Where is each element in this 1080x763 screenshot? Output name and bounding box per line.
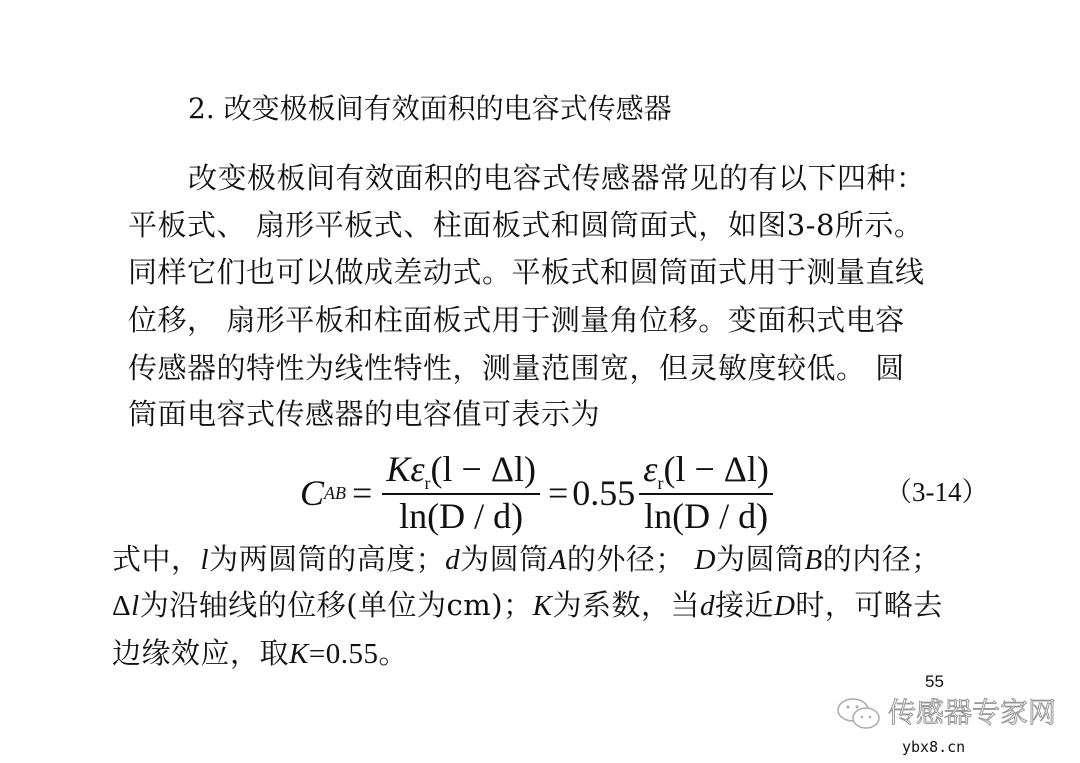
formula-lhs: C xyxy=(300,473,325,513)
section-title: 2. 改变极板间有效面积的电容式传感器 xyxy=(188,92,672,125)
paragraph-line: 平板式、 扇形平板式、柱面板式和圆筒面式，如图3-8所示。 xyxy=(128,208,924,242)
formula-lhs-sub: AB xyxy=(324,483,347,503)
equation-number: （3-14） xyxy=(885,477,989,507)
paragraph-line: 筒面电容式传感器的电容值可表示为 xyxy=(128,397,601,431)
paragraph-line: 位移， 扇形平板和柱面板式用于测量角位移。变面积式电容 xyxy=(128,303,905,337)
formula-den: ln(D / d) xyxy=(399,495,524,536)
formula-num: (l − Δl) xyxy=(430,449,536,490)
where-line-2: Δl为沿轴线的位移(单位为cm)；K为系数，当d接近D时，可略去 xyxy=(112,588,943,622)
formula-eps-sub: r xyxy=(424,473,431,494)
where-line-3: 边缘效应，取K=0.55。 xyxy=(112,636,408,670)
fraction-1 xyxy=(382,449,540,536)
formula-eps: ε xyxy=(410,449,425,490)
formula-eps-sub: r xyxy=(657,473,664,494)
watermark-text: 传感器专家网 xyxy=(888,696,1057,729)
formula-num: (l − Δl) xyxy=(663,449,769,490)
paragraph-line: 改变极板间有效面积的电容式传感器常见的有以下四种： xyxy=(188,161,926,195)
where-line-1: 式中，l为两圆筒的高度；d为圆筒A的外径； D为圆筒B的内径； xyxy=(112,542,941,576)
capacitance-formula xyxy=(300,450,777,536)
formula-coef: 0.55 xyxy=(572,473,636,513)
page-number: 55 xyxy=(925,672,944,691)
formula-den: ln(D / d) xyxy=(644,495,769,536)
paragraph-line: 传感器的特性为线性特性，测量范围宽，但灵敏度较低。 圆 xyxy=(128,351,905,385)
formula-k: K xyxy=(386,449,411,490)
formula-eps: ε xyxy=(643,449,658,490)
wechat-icon xyxy=(835,696,885,732)
fraction-2 xyxy=(639,449,773,536)
paragraph-line: 同样它们也可以做成差动式。平板式和圆筒面式用于测量直线 xyxy=(128,255,925,289)
watermark-url: ybx8.cn xyxy=(902,738,966,756)
formula-eq: = xyxy=(547,473,569,513)
formula-eq: = xyxy=(352,473,373,513)
